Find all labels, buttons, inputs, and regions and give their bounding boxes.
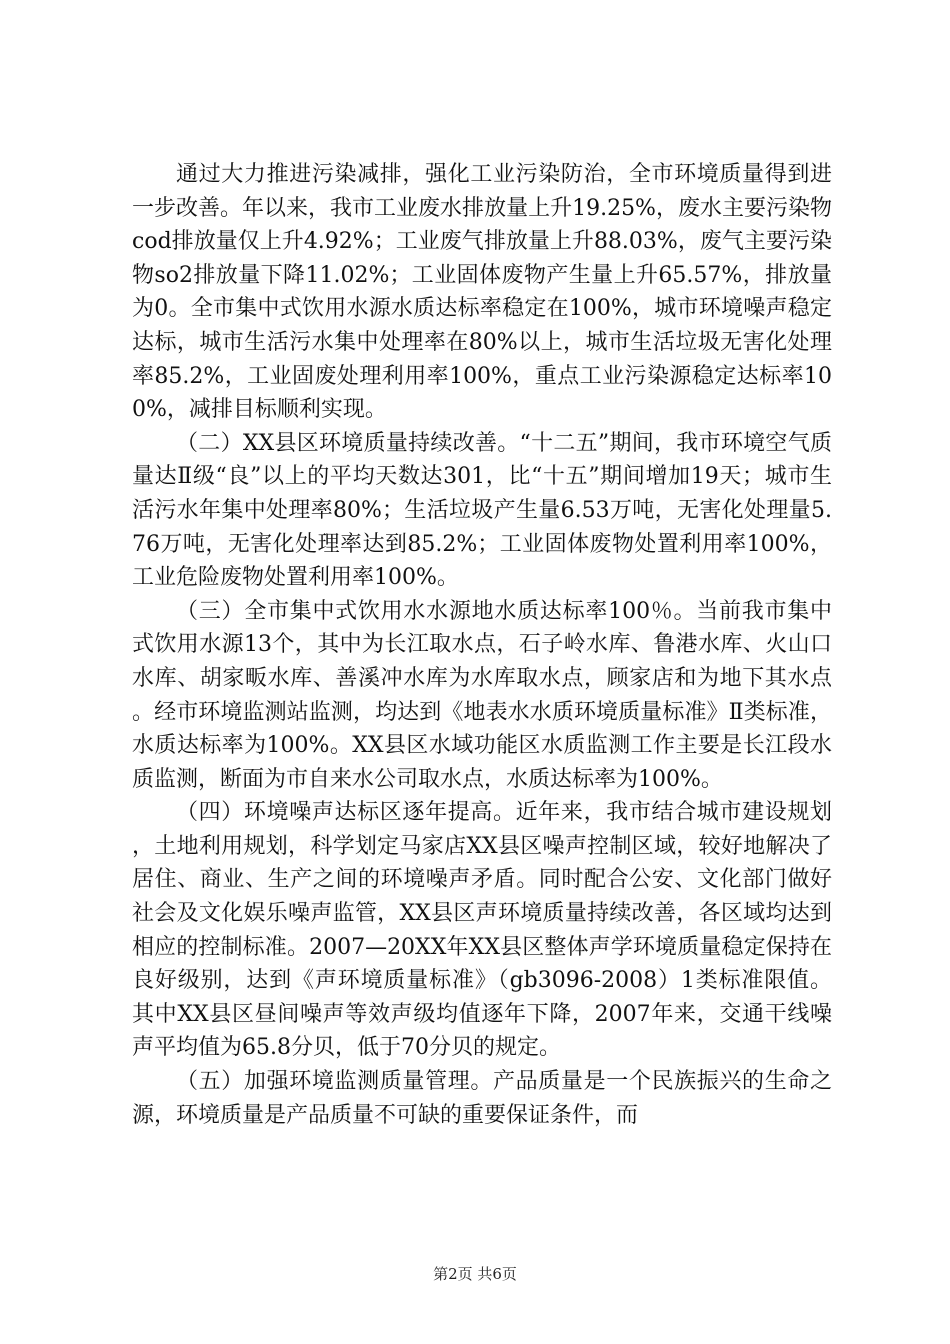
paragraph-water-source: （三）全市集中式饮用水水源地水质达标率100％。当前我市集中式饮用水源13个，其中为长江取水点，石子岭水库、鲁港水库、火山口水库、胡家畈水库、善溪冲水库为水库取水点，顾家店和为地下其水点。经市环境监测站监测，均达到《地表水水质环境质量标准》Ⅱ类标准，水质达标率为100%。XX县区水域功能区水质监测工作主要是长江段水质监测，断面为市自来水公司取水点，水质达标率为100%。 — [132, 598, 832, 792]
page-footer: 第2页 共6页 — [433, 1265, 517, 1283]
paragraph-air-quality: （二）XX县区环境质量持续改善。“十二五”期间，我市环境空气质量达Ⅱ级“良”以上的平均天数达301，比“十五”期间增加19天；城市生活污水年集中处理率80%；生活垃圾产生量6.53万吨，无害化处理量5.76万吨，无害化处理率达到85.2%；工业固体废物处置利用率100%，工业危险废物处置利用率100%。 — [132, 430, 832, 591]
document-body — [132, 158, 832, 1132]
paragraph-monitoring: （五）加强环境监测质量管理。产品质量是一个民族振兴的生命之源，环境质量是产品质量不可缺的重要保证条件，而 — [132, 1069, 832, 1128]
paragraph-pollution-reduction: 通过大力推进污染减排，强化工业污染防治，全市环境质量得到进一步改善。年以来，我市工业废水排放量上升19.25%，废水主要污染物cod排放量仅上升4.92%；工业废气排放量上升88.03%，废气主要污染物so2排放量下降11.02%；工业固体废物产生量上升65.57%，排放量为0。全市集中式饮用水源水质达标率稳定在100%，城市环境噪声稳定达标，城市生活污水集中处理率在80%以上，城市生活垃圾无害化处理率85.2%，工业固废处理利用率100%，重点工业污染源稳定达标率100%，减排目标顺利实现。 — [132, 162, 832, 423]
paragraph-noise: （四）环境噪声达标区逐年提高。近年来，我市结合城市建设规划，土地利用规划，科学划定马家店XX县区噪声控制区域，较好地解决了居住、商业、生产之间的环境噪声矛盾。同时配合公安、文化部门做好社会及文化娱乐噪声监管，XX县区声环境质量持续改善，各区域均达到相应的控制标准。2007—20XX年XX县区整体声学环境质量稳定保持在良好级别，达到《声环境质量标准》（gb3096-2008）1类标准限值。其中XX县区昼间噪声等效声级均值逐年下降，2007年来，交通干线噪声平均值为65.8分贝，低于70分贝的规定。 — [132, 800, 832, 1061]
